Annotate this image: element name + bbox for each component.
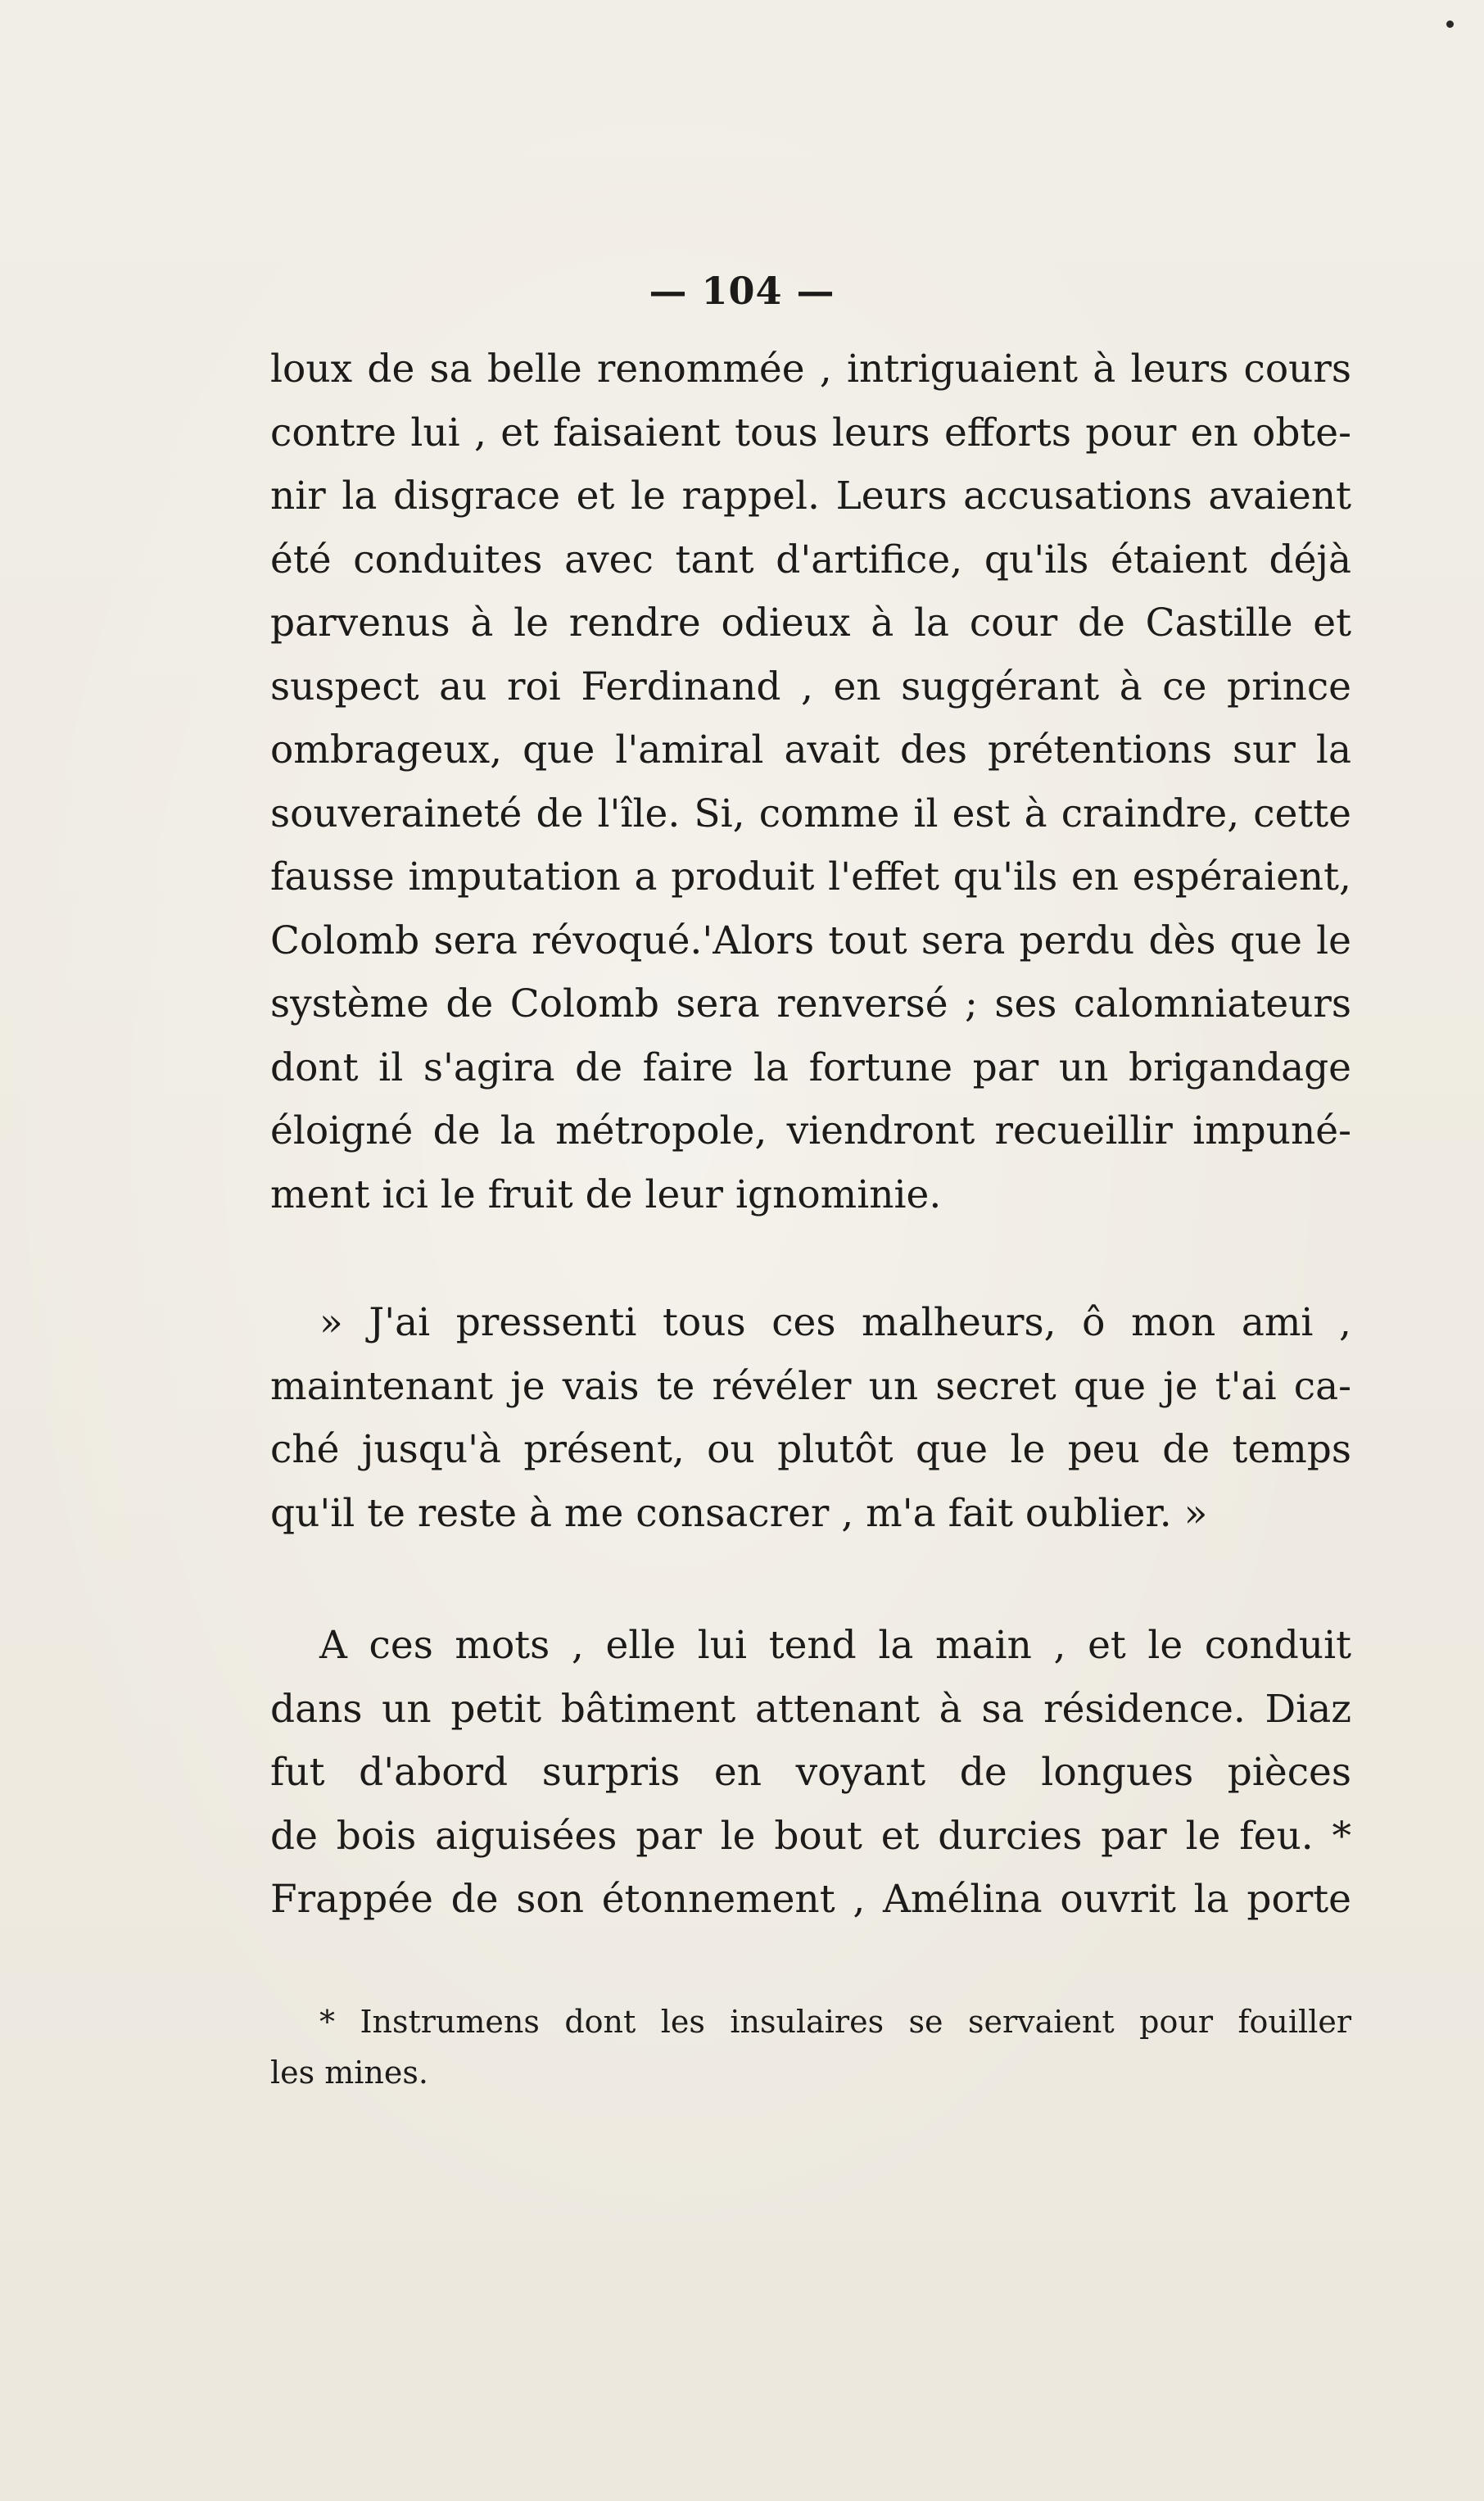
- text-line: loux de sa belle renommée , intriguaient à leurs cours: [270, 347, 1351, 392]
- footnote: [270, 1996, 1351, 2098]
- text-line: qu'il te reste à me consacrer , m'a fait oublier. »: [270, 1490, 1208, 1536]
- text-line: éloigné de la métropole, viendront recueillir impuné-: [270, 1108, 1351, 1153]
- text-line: » J'ai pressenti tous ces malheurs, ô mon ami ,: [319, 1300, 1351, 1345]
- text-line: ombrageux, que l'amiral avait des prétentions sur la: [270, 727, 1351, 773]
- text-line: de bois aiguisées par le bout et durcies par le feu. *: [270, 1813, 1351, 1859]
- text-line: ché jusqu'à présent, ou plutôt que le peu de temps: [270, 1427, 1351, 1472]
- footnote-line: les mines.: [270, 2055, 428, 2091]
- paragraph-3: [270, 1614, 1351, 1932]
- text-line: suspect au roi Ferdinand , en suggérant à ce prince: [270, 664, 1351, 709]
- text-line: Colomb sera révoqué.'Alors tout sera perdu dès que le: [270, 917, 1351, 963]
- text-line: Frappée de son étonnement , Amélina ouvrit la porte: [270, 1877, 1351, 1922]
- text-line: maintenant je vais te révéler un secret que je t'ai ca-: [270, 1363, 1351, 1409]
- footnote-line: * Instrumens dont les insulaires se servaient pour fouiller: [319, 2004, 1351, 2040]
- text-line: dont il s'agira de faire la fortune par un brigandage: [270, 1044, 1351, 1090]
- text-line: nir la disgrace et le rappel. Leurs accusations avaient: [270, 473, 1351, 519]
- paragraph-1: [270, 338, 1351, 1226]
- text-line: dans un petit bâtiment attenant à sa résidence. Diaz: [270, 1686, 1351, 1732]
- text-line: été conduites avec tant d'artifice, qu'ils étaient déjà: [270, 537, 1351, 582]
- text-line: fut d'abord surpris en voyant de longues pièces: [270, 1750, 1351, 1795]
- ink-mark: [1446, 20, 1454, 28]
- page-number: — 104 —: [649, 269, 835, 313]
- paragraph-2: [270, 1291, 1351, 1545]
- text-line: A ces mots , elle lui tend la main , et le conduit: [319, 1623, 1351, 1668]
- text-line: souveraineté de l'île. Si, comme il est à craindre, cette: [270, 791, 1351, 836]
- text-line: système de Colomb sera renversé ; ses calomniateurs: [270, 981, 1351, 1026]
- text-line: ment ici le fruit de leur ignominie.: [270, 1171, 942, 1217]
- text-line: fausse imputation a produit l'effet qu'ils en espéraient,: [270, 854, 1351, 899]
- text-line: contre lui , et faisaient tous leurs efforts pour en obte-: [270, 410, 1351, 455]
- text-line: parvenus à le rendre odieux à la cour de Castille et: [270, 600, 1351, 646]
